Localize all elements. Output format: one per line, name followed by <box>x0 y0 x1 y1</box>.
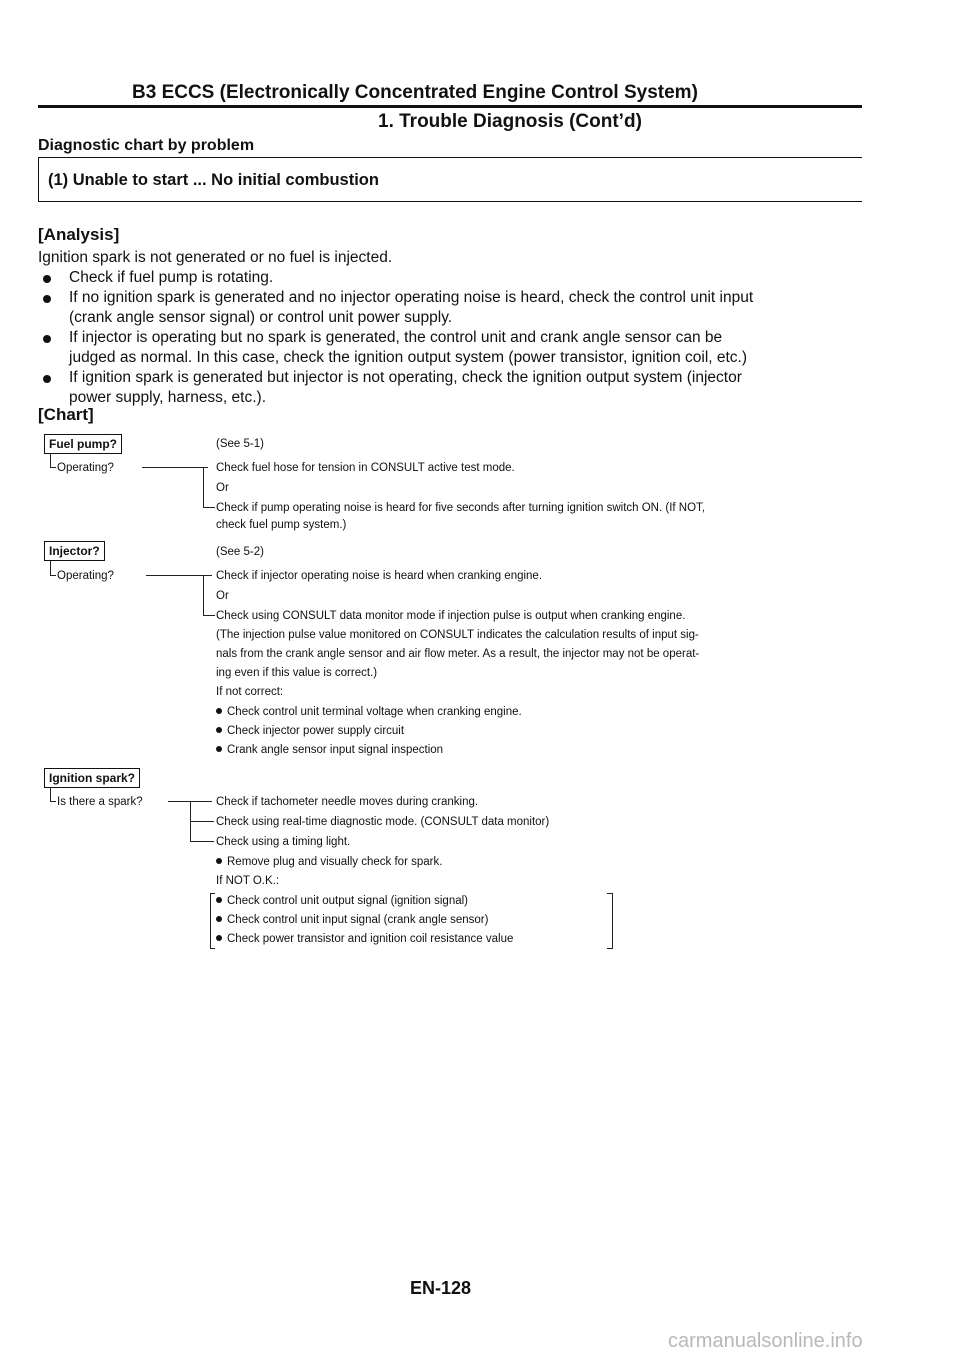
tree-line <box>203 575 204 616</box>
injector-note-2: nals from the crank angle sensor and air flow meter. As a result, the injector may not be operat- <box>216 648 700 660</box>
analysis-item-3b: judged as normal. In this case, check the ignition output system (power transistor, ignition coil, etc.) <box>69 349 748 366</box>
bullet-dot <box>216 916 222 922</box>
bullet-dot <box>216 858 222 864</box>
tree-line <box>203 507 215 508</box>
sub-heading-rule <box>38 157 862 158</box>
injector-note-1: (The injection pulse value monitored on CONSULT indicates the calculation results of input sig- <box>216 629 699 641</box>
bullet-dot <box>216 935 222 941</box>
bullet-dot <box>216 727 222 733</box>
injector-bullet-3 <box>216 743 443 757</box>
ignition-remove-plug <box>216 855 442 869</box>
bracket-left-bottom <box>210 948 215 949</box>
ignition-spark-box: Ignition spark? <box>44 768 140 788</box>
injector-note-4: If not correct: <box>216 686 284 698</box>
sub-heading: Diagnostic chart by problem <box>38 137 255 154</box>
analysis-bullet <box>43 275 51 283</box>
ignition-check-item: Check power transistor and ignition coil resistance value <box>227 933 514 945</box>
bullet-dot <box>216 746 222 752</box>
injector-check-item: Check control unit terminal voltage when cranking engine. <box>227 706 522 718</box>
tree-line <box>50 788 51 802</box>
injector-bullet-2 <box>216 724 404 738</box>
ignition-question: Is there a spark? <box>57 796 143 808</box>
ignition-check-1: Check if tachometer needle moves during cranking. <box>216 796 479 808</box>
tree-line <box>50 454 51 468</box>
analysis-bullet <box>43 375 51 383</box>
tree-line <box>50 561 51 576</box>
injector-bullet-1 <box>216 705 522 719</box>
tree-line <box>203 467 204 508</box>
ignition-bullet-1 <box>216 894 468 908</box>
analysis-intro: Ignition spark is not generated or no fuel is injected. <box>38 249 393 266</box>
ignition-bullet-3 <box>216 932 513 946</box>
tree-line <box>50 575 56 576</box>
watermark: carmanualsonline.info <box>668 1330 863 1352</box>
fuel-check-2: Check if pump operating noise is heard for five seconds after turning ignition switch ON. (If NOT, <box>216 502 705 514</box>
tree-line <box>50 801 56 802</box>
tree-line <box>50 467 56 468</box>
chapter-title: 1. Trouble Diagnosis (Cont’d) <box>378 111 642 132</box>
ignition-check-2: Check using real-time diagnostic mode. (CONSULT data monitor) <box>216 816 550 828</box>
ignition-if-not-ok: If NOT O.K.: <box>216 875 280 887</box>
tree-line <box>203 615 215 616</box>
analysis-bullet <box>43 295 51 303</box>
bracket-right <box>612 893 613 949</box>
tree-line <box>190 841 214 842</box>
analysis-item-4a: If ignition spark is generated but injector is not operating, check the ignition output system (injector <box>69 369 742 386</box>
ignition-bullet-2 <box>216 913 488 927</box>
bracket-left-top <box>210 893 215 894</box>
problem-box-left <box>38 157 39 201</box>
problem-box-bottom <box>38 201 862 202</box>
analysis-item-1: Check if fuel pump is rotating. <box>69 269 274 286</box>
injector-check-2: Check using CONSULT data monitor mode if injection pulse is output when cranking engine. <box>216 610 686 622</box>
ignition-check-3: Check using a timing light. <box>216 836 351 848</box>
injector-note-3: ing even if this value is correct.) <box>216 667 378 679</box>
tree-line <box>190 821 214 822</box>
ignition-check-item: Check control unit output signal (ignition signal) <box>227 895 468 907</box>
analysis-bullet <box>43 335 51 343</box>
section-rule <box>38 105 862 108</box>
ignition-check-item: Check control unit input signal (crank angle sensor) <box>227 914 489 926</box>
injector-ref: (See 5-2) <box>216 546 264 558</box>
injector-check-item: Crank angle sensor input signal inspection <box>227 744 444 756</box>
analysis-item-3a: If injector is operating but no spark is generated, the control unit and crank angle sensor can be <box>69 329 723 346</box>
page-number: EN-128 <box>410 1278 472 1298</box>
bracket-right-bottom <box>607 948 612 949</box>
problem-title: (1) Unable to start ... No initial combustion <box>48 171 379 189</box>
tree-line <box>142 467 208 468</box>
fuel-question: Operating? <box>57 462 114 474</box>
fuel-check-3: check fuel pump system.) <box>216 519 347 531</box>
bullet-dot <box>216 708 222 714</box>
ignition-remove-text: Remove plug and visually check for spark. <box>227 856 443 868</box>
bullet-dot <box>216 897 222 903</box>
analysis-item-4b: power supply, harness, etc.). <box>69 389 266 406</box>
injector-check-1: Check if injector operating noise is heard when cranking engine. <box>216 570 543 582</box>
injector-or: Or <box>216 590 229 602</box>
fuel-check-1: Check fuel hose for tension in CONSULT active test mode. <box>216 462 515 474</box>
injector-question: Operating? <box>57 570 114 582</box>
fuel-pump-box: Fuel pump? <box>44 434 122 454</box>
fuel-ref: (See 5-1) <box>216 438 264 450</box>
injector-box: Injector? <box>44 541 105 561</box>
analysis-item-2b: (crank angle sensor signal) or control unit power supply. <box>69 309 453 326</box>
chart-heading: [Chart] <box>38 405 94 424</box>
bracket-left <box>210 893 211 949</box>
analysis-heading: [Analysis] <box>38 225 120 244</box>
bracket-right-top <box>607 893 612 894</box>
analysis-item-2a: If no ignition spark is generated and no injector operating noise is heard, check the control unit input <box>69 289 754 306</box>
injector-check-item: Check injector power supply circuit <box>227 725 405 737</box>
section-title: B3 ECCS (Electronically Concentrated Engine Control System) <box>132 82 698 103</box>
fuel-or: Or <box>216 482 229 494</box>
